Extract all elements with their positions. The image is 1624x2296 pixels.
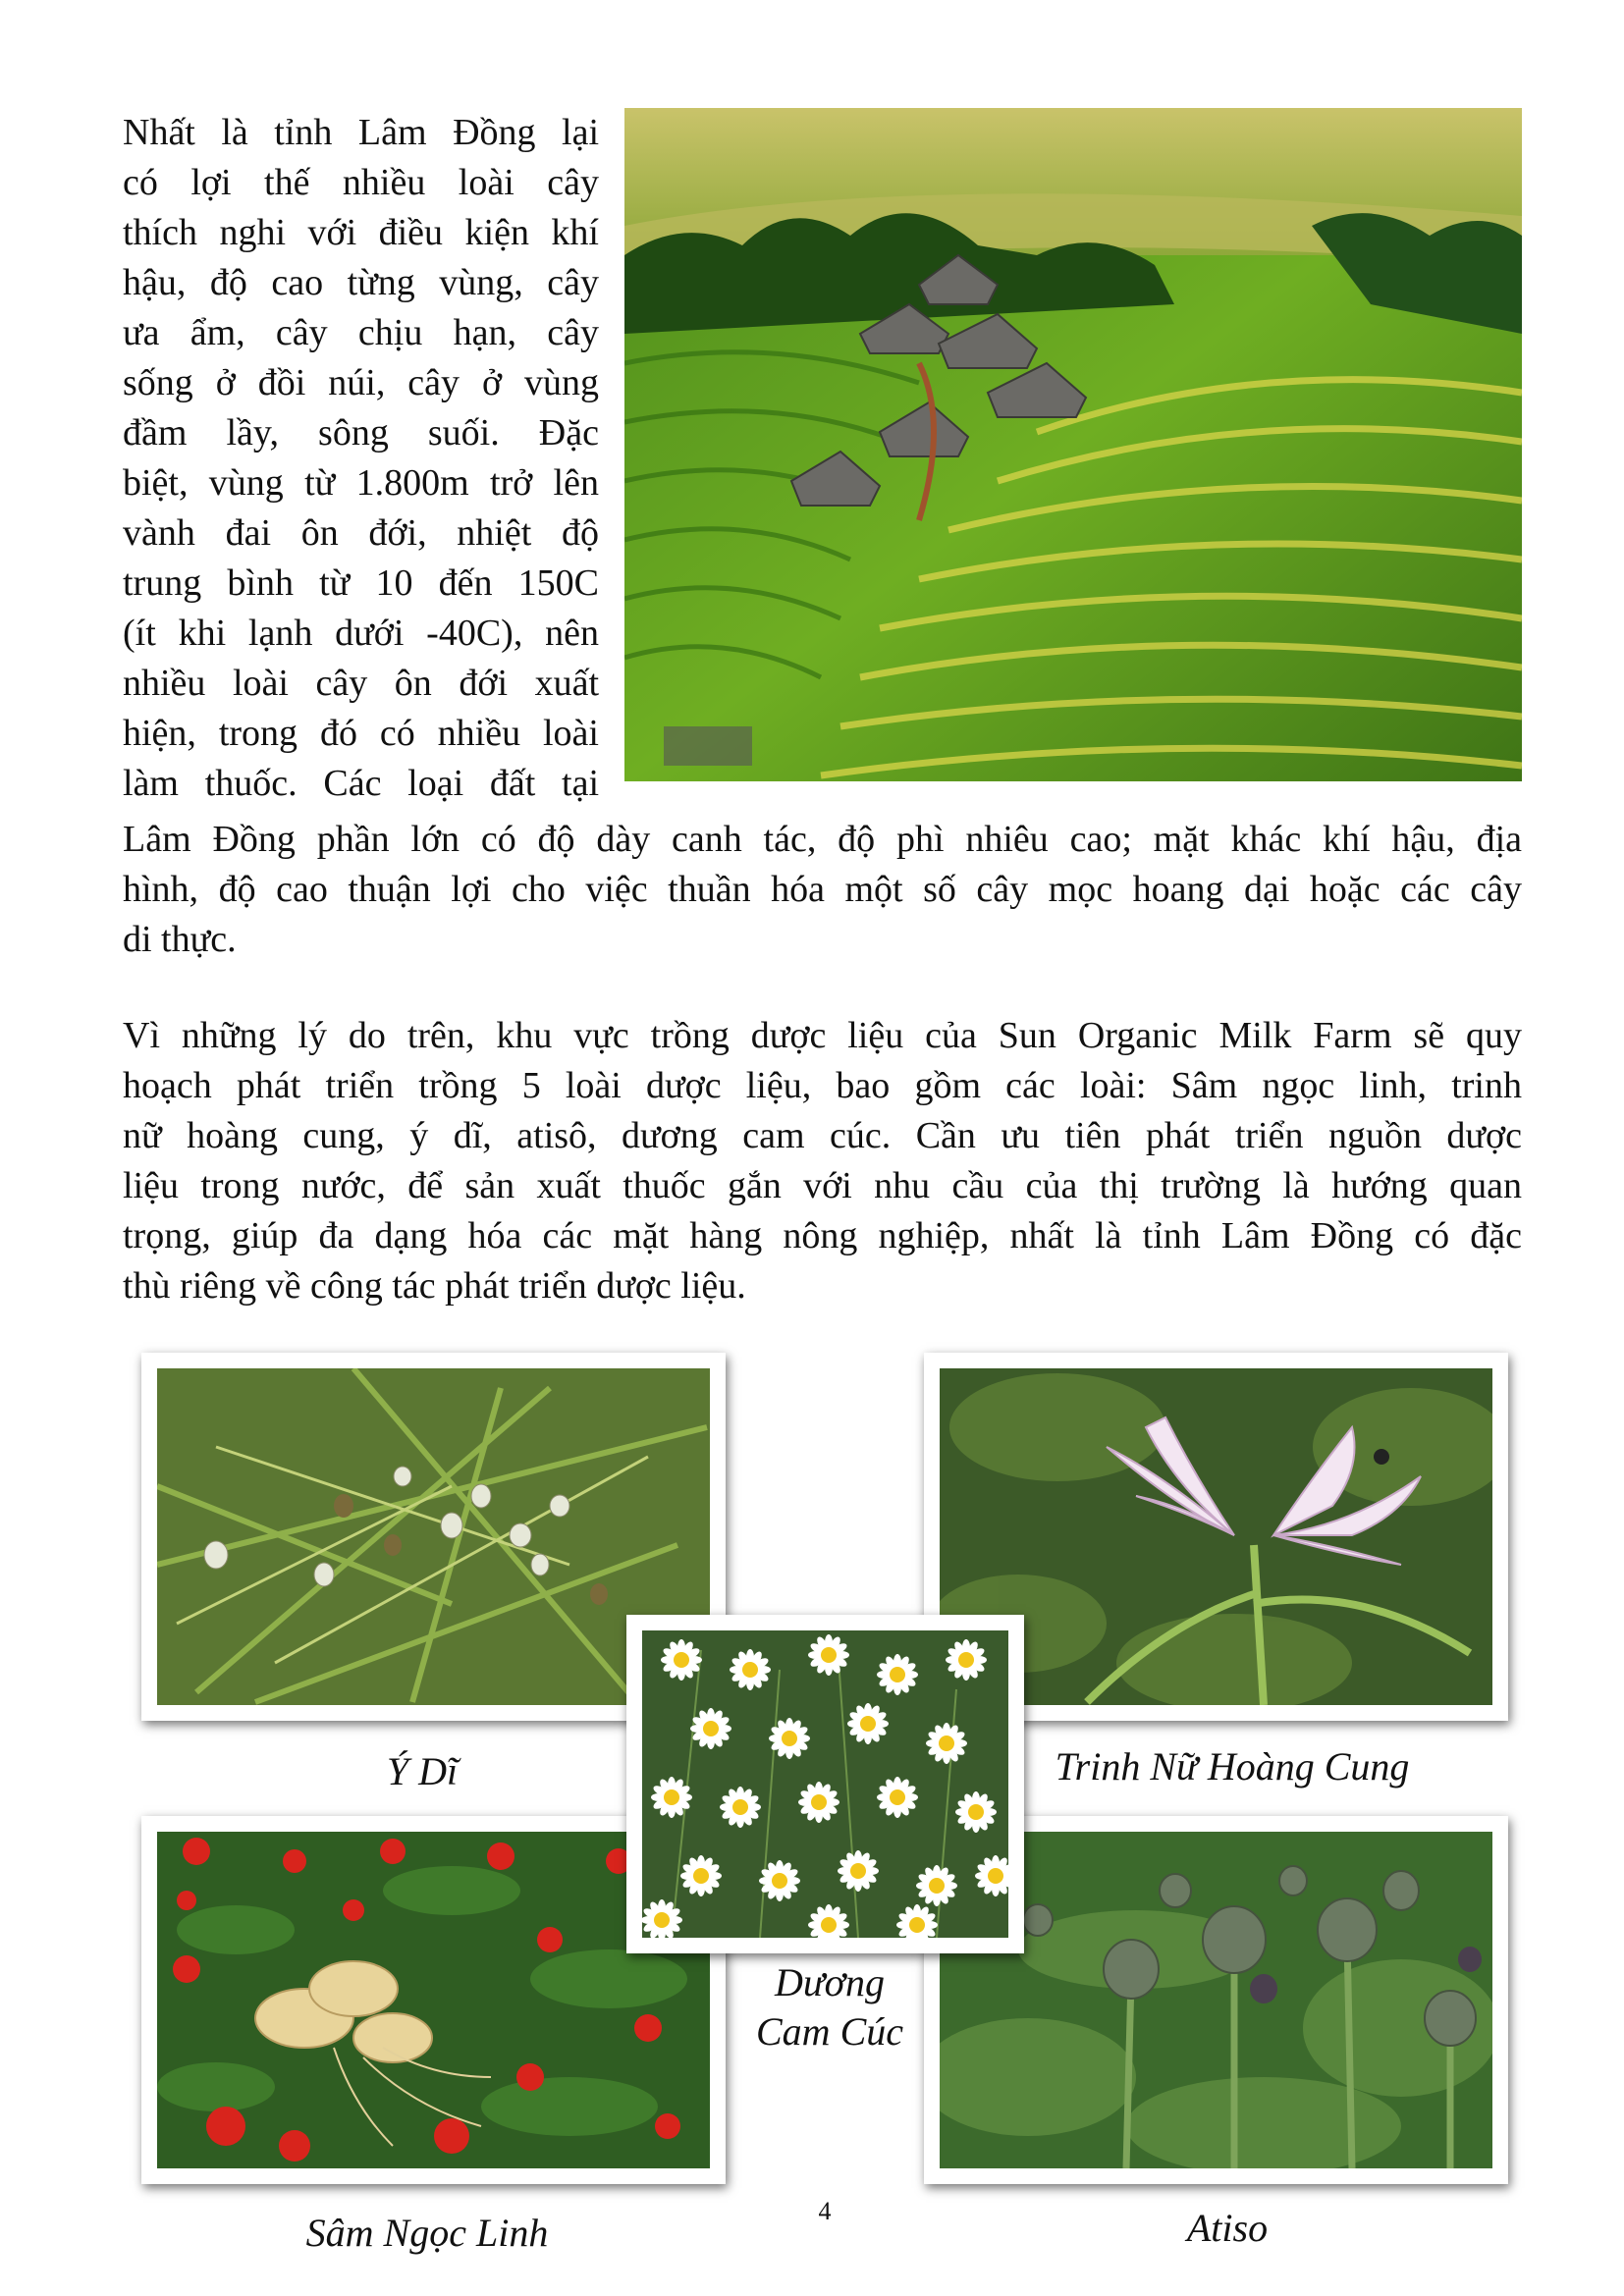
duong-cam-cuc-photo-frame [626, 1615, 1024, 1953]
text-line: vành đai ôn đới, nhiệt độ [123, 512, 599, 554]
caption-sam-ngoc-linh: Sâm Ngọc Linh [305, 2211, 549, 2255]
text-line: hoạch phát triển trồng 5 loài dược liệu, bao gồm các loài: Sâm ngọc linh, trinh [123, 1065, 1522, 1106]
text-line: Nhất là tỉnh Lâm Đồng lại [123, 112, 599, 153]
text-line: làm thuốc. Các loại đất tại [123, 763, 599, 804]
caption-duong-cam-cuc [727, 1958, 933, 2056]
paragraph-intro-continued [123, 815, 1522, 965]
text-line: đầm lầy, sông suối. Đặc [123, 412, 599, 454]
paragraph-plan [123, 1011, 1522, 1311]
text-line: hiện, trong đó có nhiều loài [123, 713, 599, 754]
caption-trinh-nu-hoang-cung: Trinh Nữ Hoàng Cung [1055, 1744, 1410, 1789]
duong-cam-cuc-photo [642, 1630, 1008, 1938]
text-line: Vì những lý do trên, khu vực trồng dược liệu của Sun Organic Milk Farm sẽ quy [123, 1015, 1522, 1056]
terraced-rice-field-photo [624, 108, 1522, 781]
text-line: trung bình từ 10 đến 150C [123, 562, 599, 604]
text-line: thích nghi với điều kiện khí [123, 212, 599, 253]
paragraph-intro-wrapped [123, 108, 599, 809]
text-line: biệt, vùng từ 1.800m trở lên [123, 462, 599, 504]
caption-line: Dương [774, 1960, 886, 2004]
text-line: Lâm Đồng phần lớn có độ dày canh tác, độ phì nhiêu cao; mặt khác khí hậu, địa [123, 819, 1522, 860]
text-line: hậu, độ cao từng vùng, cây [123, 262, 599, 303]
text-line: di thực. [123, 919, 237, 960]
text-line: (ít khi lạnh dưới -40C), nên [123, 613, 599, 654]
text-line: trọng, giúp đa dạng hóa các mặt hàng nông nghiệp, nhất là tỉnh Lâm Đồng có đặc [123, 1215, 1522, 1256]
caption-line: Cam Cúc [756, 2009, 903, 2054]
caption-atiso: Atiso [1186, 2206, 1269, 2250]
text-line: ưa ẩm, cây chịu hạn, cây [123, 312, 599, 353]
text-line: nhiều loài cây ôn đới xuất [123, 663, 599, 704]
text-line: sống ở đồi núi, cây ở vùng [123, 362, 599, 403]
text-line: hình, độ cao thuận lợi cho việc thuần hóa một số cây mọc hoang dại hoặc các cây [123, 869, 1522, 910]
text-line: có lợi thế nhiều loài cây [123, 162, 599, 203]
caption-ydi: Ý Dĩ [386, 1749, 459, 1793]
text-line: liệu trong nước, để sản xuất thuốc gắn với nhu cầu của thị trường là hướng quan [123, 1165, 1522, 1206]
text-line: thù riêng về công tác phát triển dược liệu. [123, 1265, 746, 1307]
text-line: nữ hoàng cung, ý dĩ, atisô, dương cam cúc. Cần ưu tiên phát triển nguồn dược [123, 1115, 1522, 1156]
page-number: 4 [818, 2197, 832, 2225]
